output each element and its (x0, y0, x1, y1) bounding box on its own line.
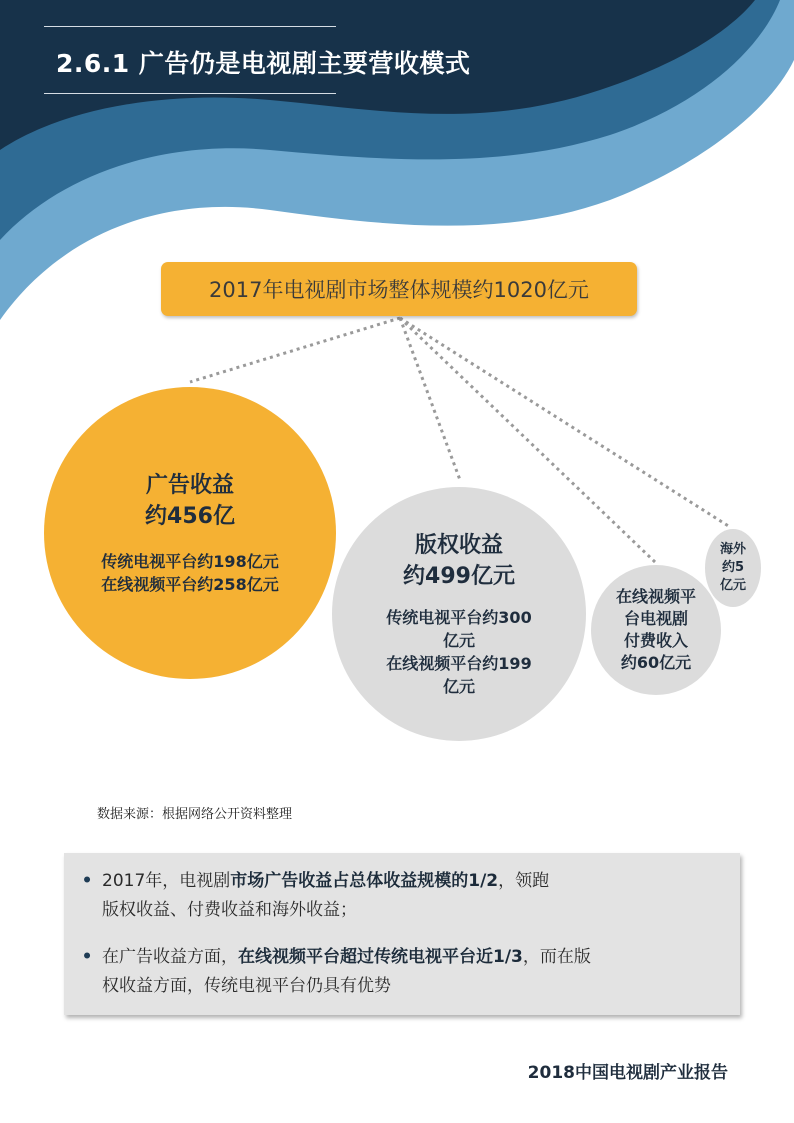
note-item (72, 943, 720, 1001)
copyright-value: 约499亿元 (403, 564, 515, 589)
market-total-label: 2017年电视剧市场整体规模约1020亿元 (209, 278, 589, 302)
ad-traditional: 传统电视平台约198亿元 (101, 552, 279, 571)
title-rule-bottom (44, 93, 336, 94)
ad-online: 在线视频平台约258亿元 (101, 575, 279, 594)
connector-copyright (400, 318, 460, 480)
copyright-traditional-unit: 亿元 (442, 631, 475, 650)
copyright-traditional: 传统电视平台约300 (386, 608, 532, 627)
pay-line-1: 在线视频平 (615, 587, 696, 606)
connector-ad (190, 318, 400, 382)
page-title: 2.6.1 广告仍是电视剧主要营收模式 (56, 49, 471, 78)
copyright-online-unit: 亿元 (442, 677, 475, 696)
ad-revenue-circle (44, 387, 336, 679)
note-line2: 权收益方面，传统电视平台仍具有优势 (102, 976, 391, 996)
note-bold: 在线视频平台超过传统电视平台近1/3 (238, 947, 523, 967)
note-pre: 在广告收益方面， (102, 947, 238, 967)
overseas-line-1: 海外 (719, 542, 746, 557)
overseas-revenue-circle (705, 529, 761, 607)
ad-value: 约456亿 (145, 504, 235, 529)
pay-line-2: 台电视剧 (623, 609, 688, 628)
overseas-line-3: 亿元 (719, 578, 746, 593)
bullet-icon: • (81, 871, 93, 891)
note-pre: 2017年，电视剧 (102, 871, 231, 891)
note-post: ，而在版 (522, 947, 591, 967)
copyright-title: 版权收益 (414, 533, 503, 558)
overseas-line-2: 约5 (721, 560, 745, 575)
pay-line-3: 付费收入 (623, 631, 688, 650)
notes-box (64, 853, 740, 1015)
paid-revenue-circle (591, 565, 721, 695)
note-item (72, 867, 720, 925)
note-bold: 市场广告收益占总体收益规模的1/2 (230, 871, 499, 891)
title-block (44, 26, 471, 94)
note-text (102, 867, 549, 925)
note-text (102, 943, 591, 1001)
copyright-online: 在线视频平台约199 (386, 654, 532, 673)
pay-line-4: 约60亿元 (620, 653, 692, 672)
market-total-box (161, 262, 637, 316)
copyright-revenue-circle (332, 487, 586, 741)
note-post: ，领跑 (498, 871, 550, 891)
bullet-icon: • (81, 947, 93, 967)
note-line2: 版权收益、付费收益和海外收益； (102, 900, 357, 920)
ad-title: 广告收益 (145, 473, 234, 498)
data-source: 数据来源：根据网络公开资料整理 (97, 807, 293, 822)
report-footer: 2018中国电视剧产业报告 (527, 1063, 728, 1083)
